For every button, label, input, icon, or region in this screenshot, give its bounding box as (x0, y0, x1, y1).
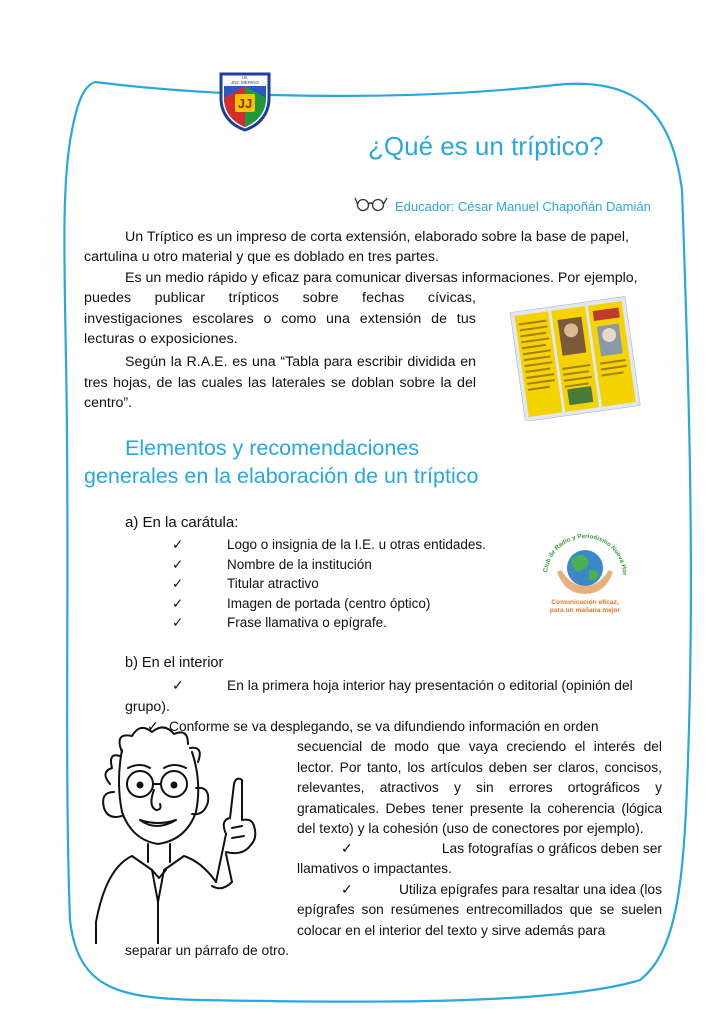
interior-heading: b) En el interior (125, 655, 224, 671)
svg-text:I.E.: I.E. (241, 75, 249, 80)
club-globe-logo (535, 520, 635, 616)
check-icon: ✓ (341, 882, 353, 897)
interior-item4-last: separar un párrafo de otro. (125, 943, 290, 958)
interior-item1-line1: ✓ En la primera hoja interior hay presentación o editorial (opinión del (172, 676, 633, 697)
author-name: Educador: César Manuel Chapoñán Damián (395, 199, 651, 214)
list-item: ✓ Logo o insignia de la I.E. u otras entidades. (172, 535, 486, 555)
check-icon: ✓ (172, 678, 184, 693)
interior-item2-rest: secuencial de modo que vaya creciendo el interés del lector. Por tanto, los artículos deben ser claros, concisos, relevantes, atractivos y sin errores ortográficos y gramaticales. Debes tener presente la coherencia (lógica del texto) y la cohesión (uso de conectores por ejemplo). (297, 739, 662, 836)
intro-p2-rest: puedes publicar trípticos sobre fechas cívicas, investigaciones escolares o como una extensión de tus lecturas o exposiciones. (84, 290, 476, 347)
section-title-line2: generales en la elaboración de un tríptico (84, 464, 479, 488)
check-icon: ✓ (172, 537, 184, 552)
cover-list (172, 535, 486, 633)
interior-item2-line1: ✓ Conforme se va desplegando, se va difundiendo información en orden (147, 717, 599, 738)
triptych-example-image (505, 296, 645, 421)
interior-item3-line1: ✓ Las fotografías o gráficos deben ser (297, 839, 662, 860)
list-item: ✓ Frase llamativa o epígrafe. (172, 613, 486, 633)
interior-item1-line2: grupo). (125, 699, 170, 715)
intro-p1-line1: Un Tríptico es un impreso de corta extensión, elaborado sobre la base de papel, (125, 229, 629, 245)
check-icon: ✓ (172, 556, 184, 572)
page-title: ¿Qué es un tríptico? (368, 131, 604, 161)
glasses-icon (354, 196, 388, 212)
list-item: ✓ Titular atractivo (172, 574, 486, 594)
check-icon: ✓ (172, 615, 184, 630)
check-icon: ✓ (172, 595, 184, 611)
svg-text:para un mañana mejor: para un mañana mejor (549, 607, 621, 614)
school-shield-logo (215, 68, 275, 132)
interior-item4-line1: ✓ Utiliza epígrafes para resaltar una idea (los (297, 880, 662, 901)
intro-p1-line2: cartulina u otro material y que es doblado en tres partes. (84, 249, 439, 265)
intro-p3: Según la R.A.E. es una “Tabla para escribir dividida en tres hojas, de las cuales las laterales se doblan sobre la del centro”. (84, 354, 476, 411)
cover-heading: a) En la carátula: (125, 514, 239, 531)
check-icon: ✓ (172, 576, 184, 591)
list-item: ✓ Nombre de la institución (172, 555, 486, 575)
check-icon: ✓ (341, 841, 353, 856)
svg-text:JNC MERINO: JNC MERINO (231, 80, 259, 85)
interior-item3-line2: llamativos o impactantes. (297, 861, 452, 876)
intro-p2-line1: Es un medio rápido y eficaz para comunicar diversas informaciones. Por ejemplo, (125, 270, 638, 286)
section-title-line1: Elementos y recomendaciones (125, 436, 419, 460)
check-icon: ✓ (147, 719, 159, 734)
professor-cartoon (92, 722, 272, 944)
list-item: ✓ Imagen de portada (centro óptico) (172, 594, 486, 614)
svg-text:JJ: JJ (237, 96, 253, 111)
interior-item4-rest: epígrafes son resúmenes entrecomillados que se suelen colocar en el interior del texto y sirve además para (297, 902, 662, 938)
svg-text:Club de Radio y Periodismo Nue: Club de Radio y Periodismo Nueva Hor (542, 532, 629, 576)
svg-text:Comunicación eficaz,: Comunicación eficaz, (551, 599, 619, 606)
